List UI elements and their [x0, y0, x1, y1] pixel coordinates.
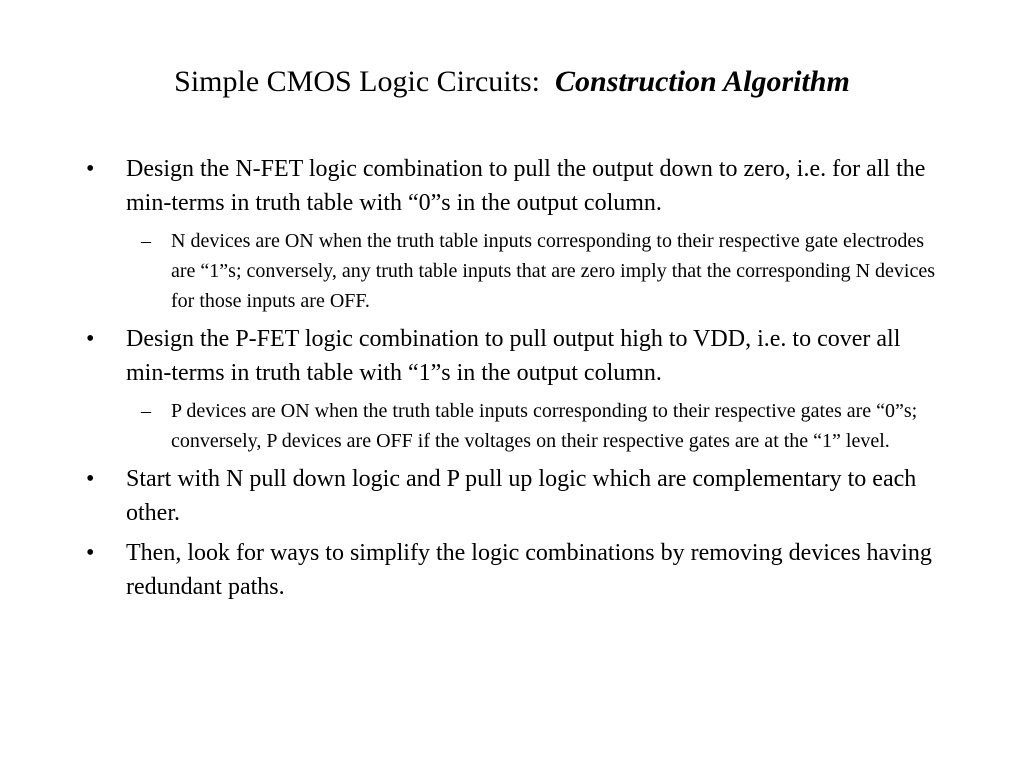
title-emphasis: Construction Algorithm: [555, 65, 850, 98]
bullet-marker: •: [86, 540, 95, 566]
slide-title: [0, 62, 1024, 102]
bullet-marker: •: [86, 156, 95, 182]
bullet-text: Design the P-FET logic combination to pull output high to VDD, i.e. to cover all min-terms in truth table with “1”s in the output column.: [126, 326, 901, 386]
sub-bullet-marker: –: [141, 400, 151, 422]
bullet-text: Start with N pull down logic and P pull up logic which are complementary to each other.: [126, 466, 917, 526]
sub-bullet-text: N devices are ON when the truth table inputs corresponding to their respective gate electrodes are “1”s; conversely, any truth table inputs that are zero imply that the corresponding N devices for those inputs are OFF.: [171, 230, 935, 312]
bullet-marker: •: [86, 466, 95, 492]
sub-bullet-item: [126, 396, 946, 456]
bullet-item: [86, 322, 946, 390]
bullet-text: Then, look for ways to simplify the logic combinations by removing devices having redundant paths.: [126, 540, 932, 600]
bullet-item: [86, 462, 946, 530]
bullet-marker: •: [86, 326, 95, 352]
sub-bullet-marker: –: [141, 230, 151, 252]
title-plain: Simple CMOS Logic Circuits:: [174, 65, 540, 98]
bullet-item: [86, 536, 946, 604]
bullet-item: [86, 152, 946, 220]
bullet-text: Design the N-FET logic combination to pull the output down to zero, i.e. for all the min-terms in truth table with “0”s in the output column.: [126, 156, 926, 216]
sub-bullet-text: P devices are ON when the truth table inputs corresponding to their respective gates are “0”s; conversely, P devices are OFF if the voltages on their respective gates are at the “1” level.: [171, 400, 918, 452]
sub-bullet-item: [126, 226, 946, 316]
bullet-list: [86, 152, 946, 610]
